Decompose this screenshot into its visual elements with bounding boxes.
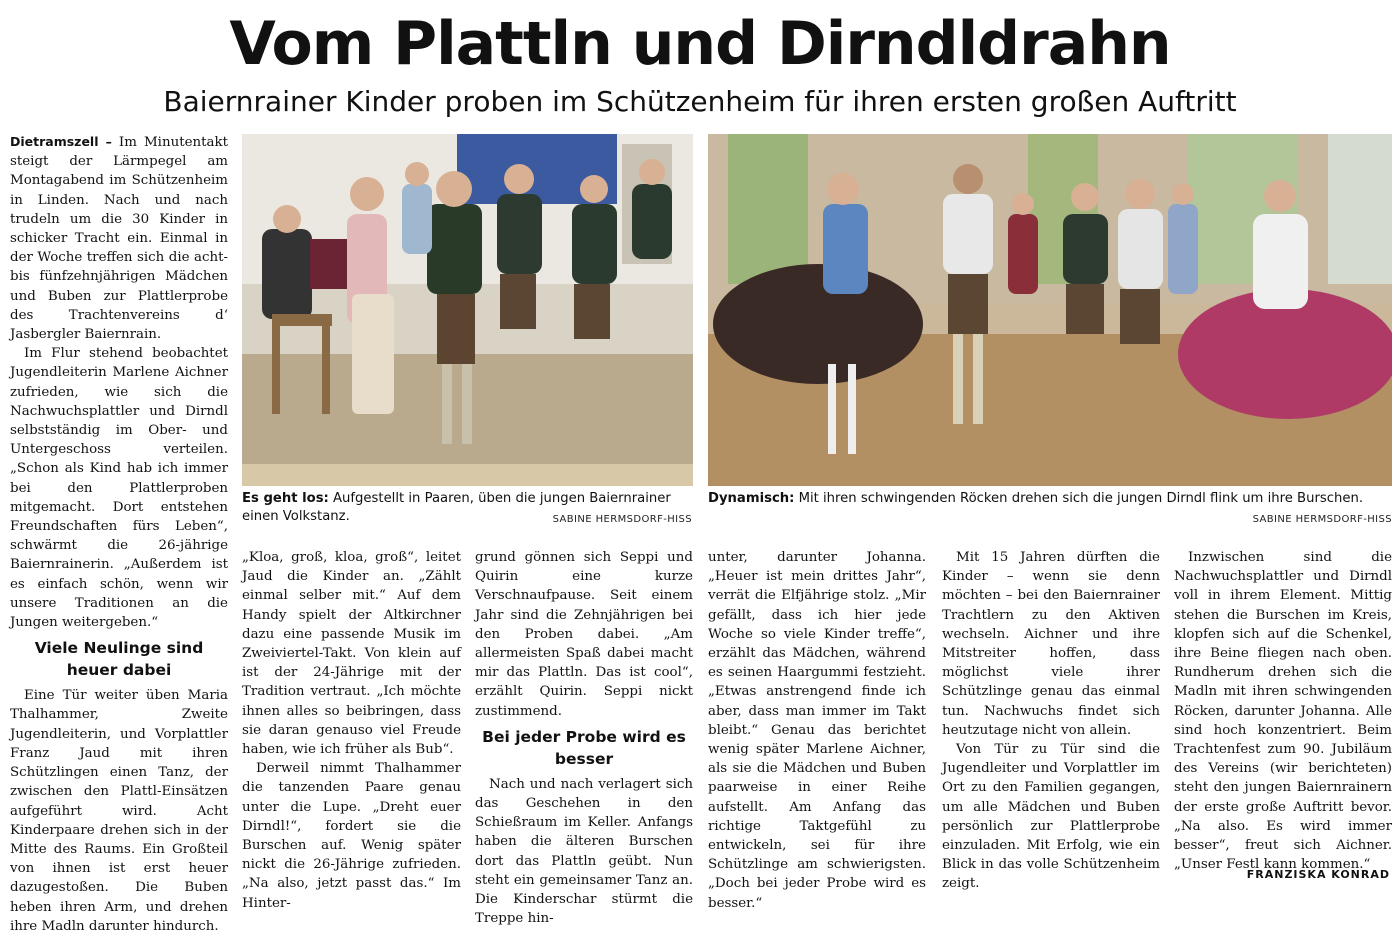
- paragraph: „Kloa, groß, kloa, groß“, leitet Jaud die Kinder an. „Zählt einmal selber mit.“ Auf dem Handy spielt der Altkirchner dazu eine passende Musik im Zweiviertel-Takt. Von klein auf ist der 24-Jährige mit der Tradition vertraut. „Ich möchte ihnen alles so beibringen, dass sie daran genauso viel Freude haben, wie ich früher als Bub“.: [242, 550, 461, 758]
- subheading: Bei jeder Probe wird es besser: [482, 727, 686, 768]
- paragraph: grund gönnen sich Seppi und Quirin eine kurze Verschnaufpause. Seit einem Jahr sind die Zehnjährigen bei den Proben dabei. „Am allermeisten Spaß dabei macht mir das Plattln. Das ist cool“, erzählt Quirin. Seppi nickt zustimmend.: [475, 550, 693, 719]
- paragraph-text: Im Minutentakt steigt der Lärmpegel am Montagabend im Schützenheim in Linden. Nach und nach trudeln um die 30 Kinder in schicker Tracht ein. Einmal in der Woche treffen sich die acht- bis fünfzehnjährigen Mädchen und Buben zur Plattlerprobe des Trachtenvereins d‘ Jasbergler Baiernrain.: [10, 135, 228, 343]
- article-column-6: [1174, 548, 1392, 874]
- photo-illustration: [708, 134, 1392, 486]
- paragraph: Eine Tür weiter üben Maria Thalhammer, Zweite Jugendleiterin, und Vorplattler Franz Jaud mit ihren Schützlingen einen Tanz, der zwischen den Plattl-Einsätzen aufgeführt wird. Acht Kinderpaare drehen sich in der Mitte des Raums. Ein Großteil von ihnen ist erst heuer dazugestoßen. Die Buben heben ihren Arm, und drehen ihre Madln darunter hindurch.: [10, 688, 228, 934]
- caption-lead: Dynamisch:: [708, 491, 795, 506]
- photo1-credit: SABINE HERMSDORF-HISS: [552, 514, 692, 525]
- article-column-2: [242, 548, 461, 913]
- caption-lead: Es geht los:: [242, 491, 329, 506]
- photo-children-dancing-pairs: [242, 134, 693, 486]
- photo2-caption: [708, 490, 1392, 508]
- photo-illustration: [242, 134, 693, 486]
- caption-text: Aufgestellt in Paaren, üben die jungen Baiernrainer einen Volkstanz.: [242, 491, 671, 524]
- article-column-4: [708, 548, 926, 913]
- article-column-1: [10, 132, 228, 936]
- photo-girls-spinning-skirts: [708, 134, 1392, 486]
- paragraph: Mit 15 Jahren dürften die Kinder – wenn sie denn möchten – bei den Baiernrainer Trachtlern zu den Aktiven wechseln. Aichner und ihre Mitstreiter hoffen, dass möglichst viele ihrer Schützlinge genau das einmal tun. Nachwuchs findet sich heutzutage nicht von allein.: [942, 550, 1160, 738]
- paragraph: Von Tür zu Tür sind die Jugendleiter und Vorplattler im Ort zu den Familien gegangen, um alle Mädchen und Buben persönlich zur Plattlerprobe einzuladen. Mit Erfolg, wie ein Blick in das volle Schützenheim zeigt.: [942, 742, 1160, 892]
- article-column-3: [475, 548, 693, 928]
- article-column-5: [942, 548, 1160, 894]
- paragraph: Im Flur stehend beobachtet Jugendleiterin Marlene Aichner zufrieden, wie sich die Nachwuchsplattler und Dirndl selbstständig im Ober- und Untergeschoss verteilen. „Schon als Kind hab ich immer bei den Plattlerproben mitgemacht. Dort entstehen Freundschaften fürs Leben“, schwärmt die 26-jährige Baiernrainerin. „Außerdem ist es einfach schön, wenn wir unsere Traditionen an die Jungen weitergeben.“: [10, 346, 228, 631]
- headline: Vom Plattln und Dirndldrahn: [229, 9, 1171, 79]
- paragraph: unter, darunter Johanna. „Heuer ist mein drittes Jahr“, verrät die Elfjährige stolz. „Mir gefällt, dass ich hier jede Woche so viele Kinder treffe“, erzählt das Mädchen, während es seinen Haargummi festzieht. „Etwas anstrengend finde ich aber, dass man immer im Takt bleibt.“ Genau das berichtet wenig später Marlene Aichner, als sie die Mädchen und Buben paarweise in einer Reihe aufstellt. Am Anfang das richtige Taktgefühl zu entwickeln, sei für ihre Schützlinge am schwierigsten. „Doch bei jeder Probe wird es besser.“: [708, 550, 926, 911]
- caption-text: Mit ihren schwingenden Röcken drehen sich die jungen Dirndl flink um ihre Burschen.: [794, 491, 1364, 506]
- paragraph: [10, 132, 228, 344]
- paragraph: Derweil nimmt Thalhammer die tanzenden Paare genau unter die Lupe. „Dreht euer Dirndl!“, fordert sie die Burschen auf. Wenig später nickt die 26-Jährige zufrieden. „Na also, jetzt passt das.“ Im Hinter-: [242, 761, 461, 911]
- author-byline: FRANZISKA KONRAD: [1246, 868, 1390, 881]
- dateline: Dietramszell –: [10, 134, 112, 149]
- paragraph: Nach und nach verlagert sich das Geschehen in den Schießraum im Keller. Anfangs haben die älteren Burschen dort das Plattln geübt. Nun steht ein gemeinsamer Tanz an. Die Kinderschar stürmt die Treppe hin-: [475, 776, 693, 927]
- paragraph: Inzwischen sind die Nachwuchsplattler und Dirndl voll in ihrem Element. Mittig stehen die Burschen im Kreis, klopfen sich auf die Schenkel, ihre Beine fliegen nach oben. Rundherum drehen sich die Madln mit ihren schwingenden Röcken, darunter Johanna. Alle sind hoch konzentriert. Beim Trachtenfest zum 90. Jubiläum des Vereins (wir berichteten) steht den jungen Baiernrainern der erste große Auftritt bevor. „Na also. Es wird immer besser“, freut sich Aichner. „Unser Festl kann kommen.“: [1174, 550, 1392, 873]
- subheadline: Baiernrainer Kinder proben im Schützenheim für ihren ersten großen Auftritt: [163, 85, 1237, 118]
- subheading: Viele Neulinge sind heuer dabei: [34, 639, 204, 680]
- photo2-credit: SABINE HERMSDORF-HISS: [1252, 514, 1392, 525]
